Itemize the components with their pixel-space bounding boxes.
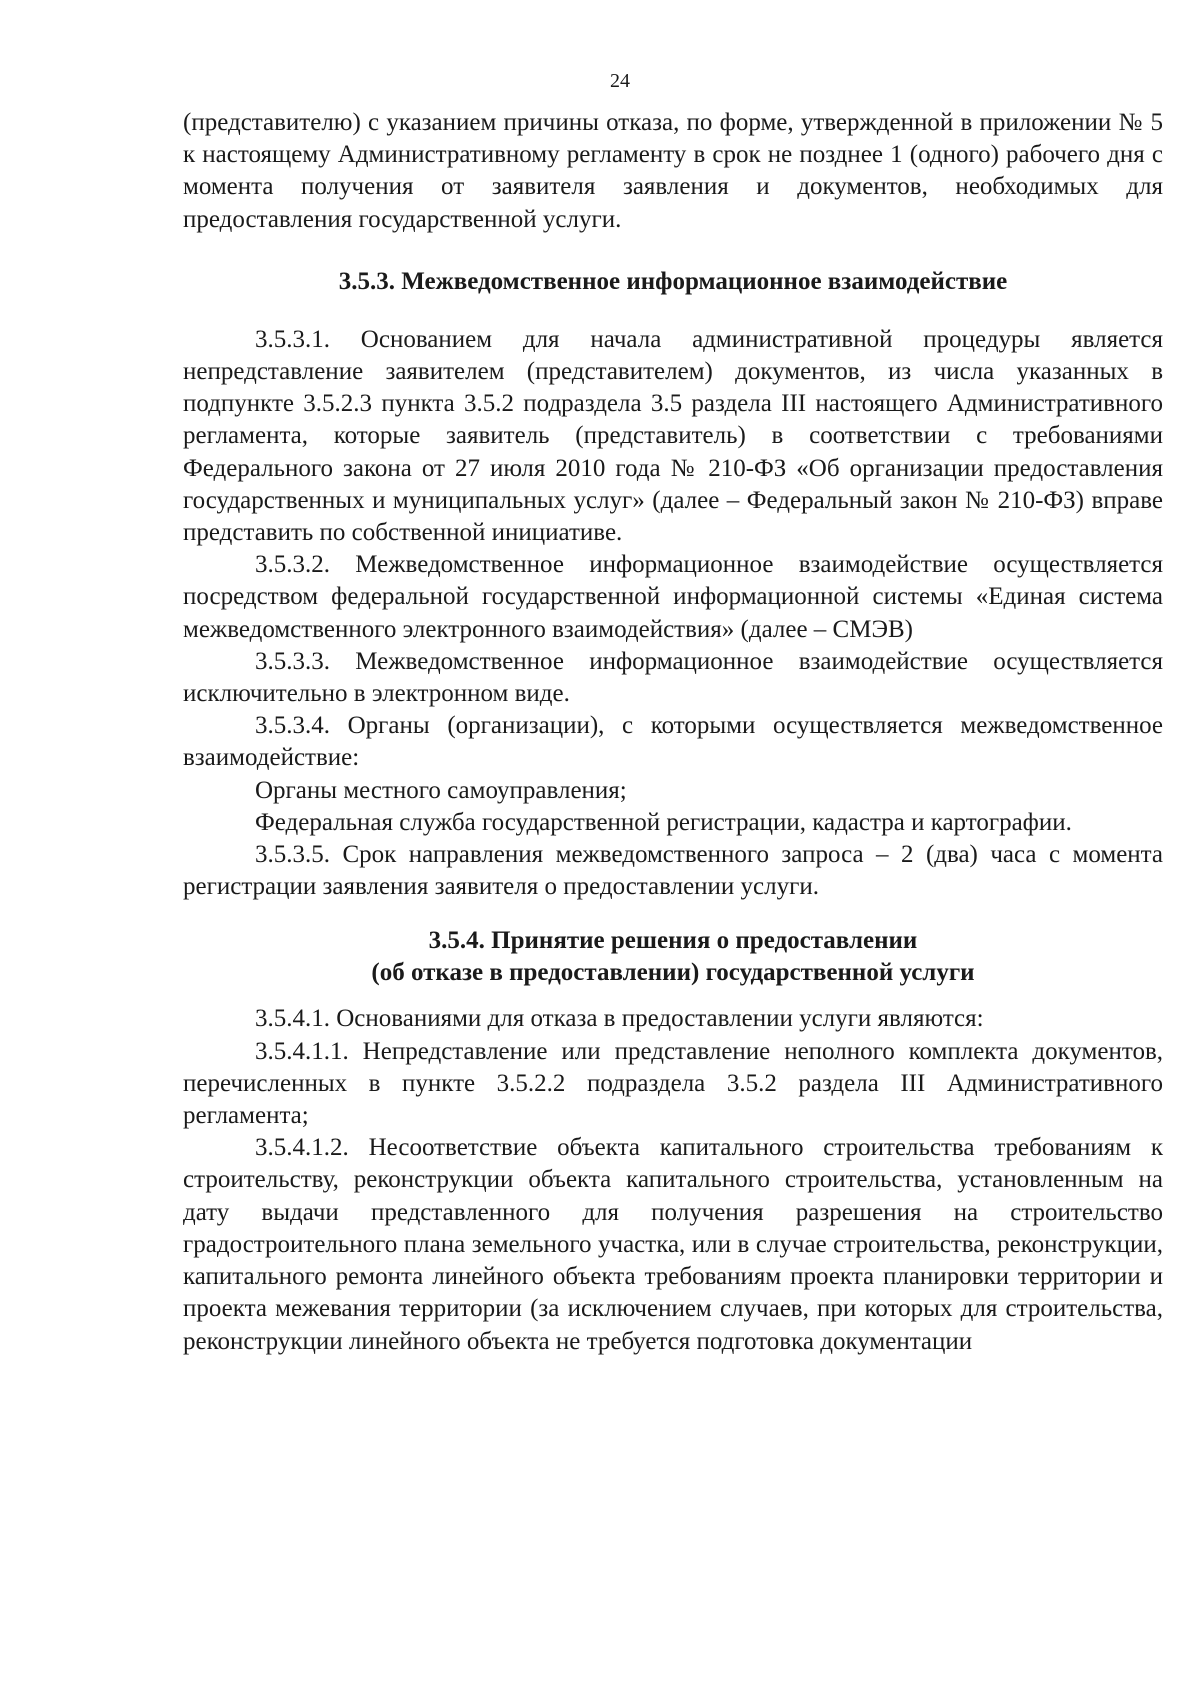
paragraph-3-5-4-1-2: 3.5.4.1.2. Несоответствие объекта капитального строительства требованиям к строительству, реконструкции объекта капитального строительства, установленным на дату выдачи представленного для получения разрешения на строительство градостроительного плана земельного участка, или в случае строительства, реконструкции, капитального ремонта линейного объекта требованиям проекта планировки территории и проекта межевания территории (за исключением случаев, при которых для строительства, реконструкции линейного объекта не требуется подготовка документации: [183, 1134, 1163, 1355]
paragraph-federal-service: Федеральная служба государственной регистрации, кадастра и картографии.: [255, 808, 1072, 836]
paragraph-3-5-3-2: 3.5.3.2. Межведомственное информационное взаимодействие осуществляется посредством федеральной государственной информационной системы «Единая система межведомственного электронного взаимодействия» (далее – СМЭВ): [183, 551, 1163, 643]
paragraph-local-government: Органы местного самоуправления;: [255, 776, 627, 804]
continuation-paragraph: (представителю) с указанием причины отказа, по форме, утвержденной в приложении № 5 к настоящему Административному регламенту в срок не позднее 1 (одного) рабочего дня с момента получения от заявителя заявления и документов, необходимых для предоставления государственной услуги.: [183, 109, 1163, 233]
document-body: [183, 107, 1163, 1358]
paragraph-3-5-3-3: 3.5.3.3. Межведомственное информационное взаимодействие осуществляется исключительно в электронном виде.: [183, 647, 1163, 708]
section-heading-3-5-4: [183, 925, 1163, 989]
paragraph-3-5-4-1: 3.5.4.1. Основаниями для отказа в предоставлении услуги являются:: [255, 1005, 984, 1033]
paragraph-3-5-3-5: 3.5.3.5. Срок направления межведомственного запроса – 2 (два) часа с момента регистрации заявления заявителя о предоставлении услуги.: [183, 841, 1163, 901]
section-heading-3-5-3: 3.5.3. Межведомственное информационное взаимодействие: [338, 267, 1008, 295]
section-heading-3-5-4-line2: (об отказе в предоставлении) государственной услуги: [371, 959, 975, 987]
paragraph-3-5-3-4: 3.5.3.4. Органы (организации), с которыми осуществляется межведомственное взаимодействие:: [183, 712, 1163, 772]
paragraph-3-5-4-1-1: 3.5.4.1.1. Непредставление или представление неполного комплекта документов, перечисленных в пункте 3.5.2.2 подраздела 3.5.2 раздела III Административного регламента;: [183, 1037, 1163, 1130]
paragraph-3-5-3-1: 3.5.3.1. Основанием для начала административной процедуры является непредставление заявителем (представителем) документов, из числа указанных в подпункте 3.5.2.3 пункта 3.5.2 подраздела 3.5 раздела III настоящего Административного регламента, которые заявитель (представитель) в соответствии с требованиями Федерального закона от 27 июля 2010 года № 210-ФЗ «Об организации предоставления государственных и муниципальных услуг» (далее – Федеральный закон № 210-ФЗ) вправе представить по собственной инициативе.: [183, 325, 1163, 547]
section-heading-3-5-4-line1: 3.5.4. Принятие решения о предоставлении: [428, 927, 918, 955]
page-number: 24: [610, 70, 630, 92]
